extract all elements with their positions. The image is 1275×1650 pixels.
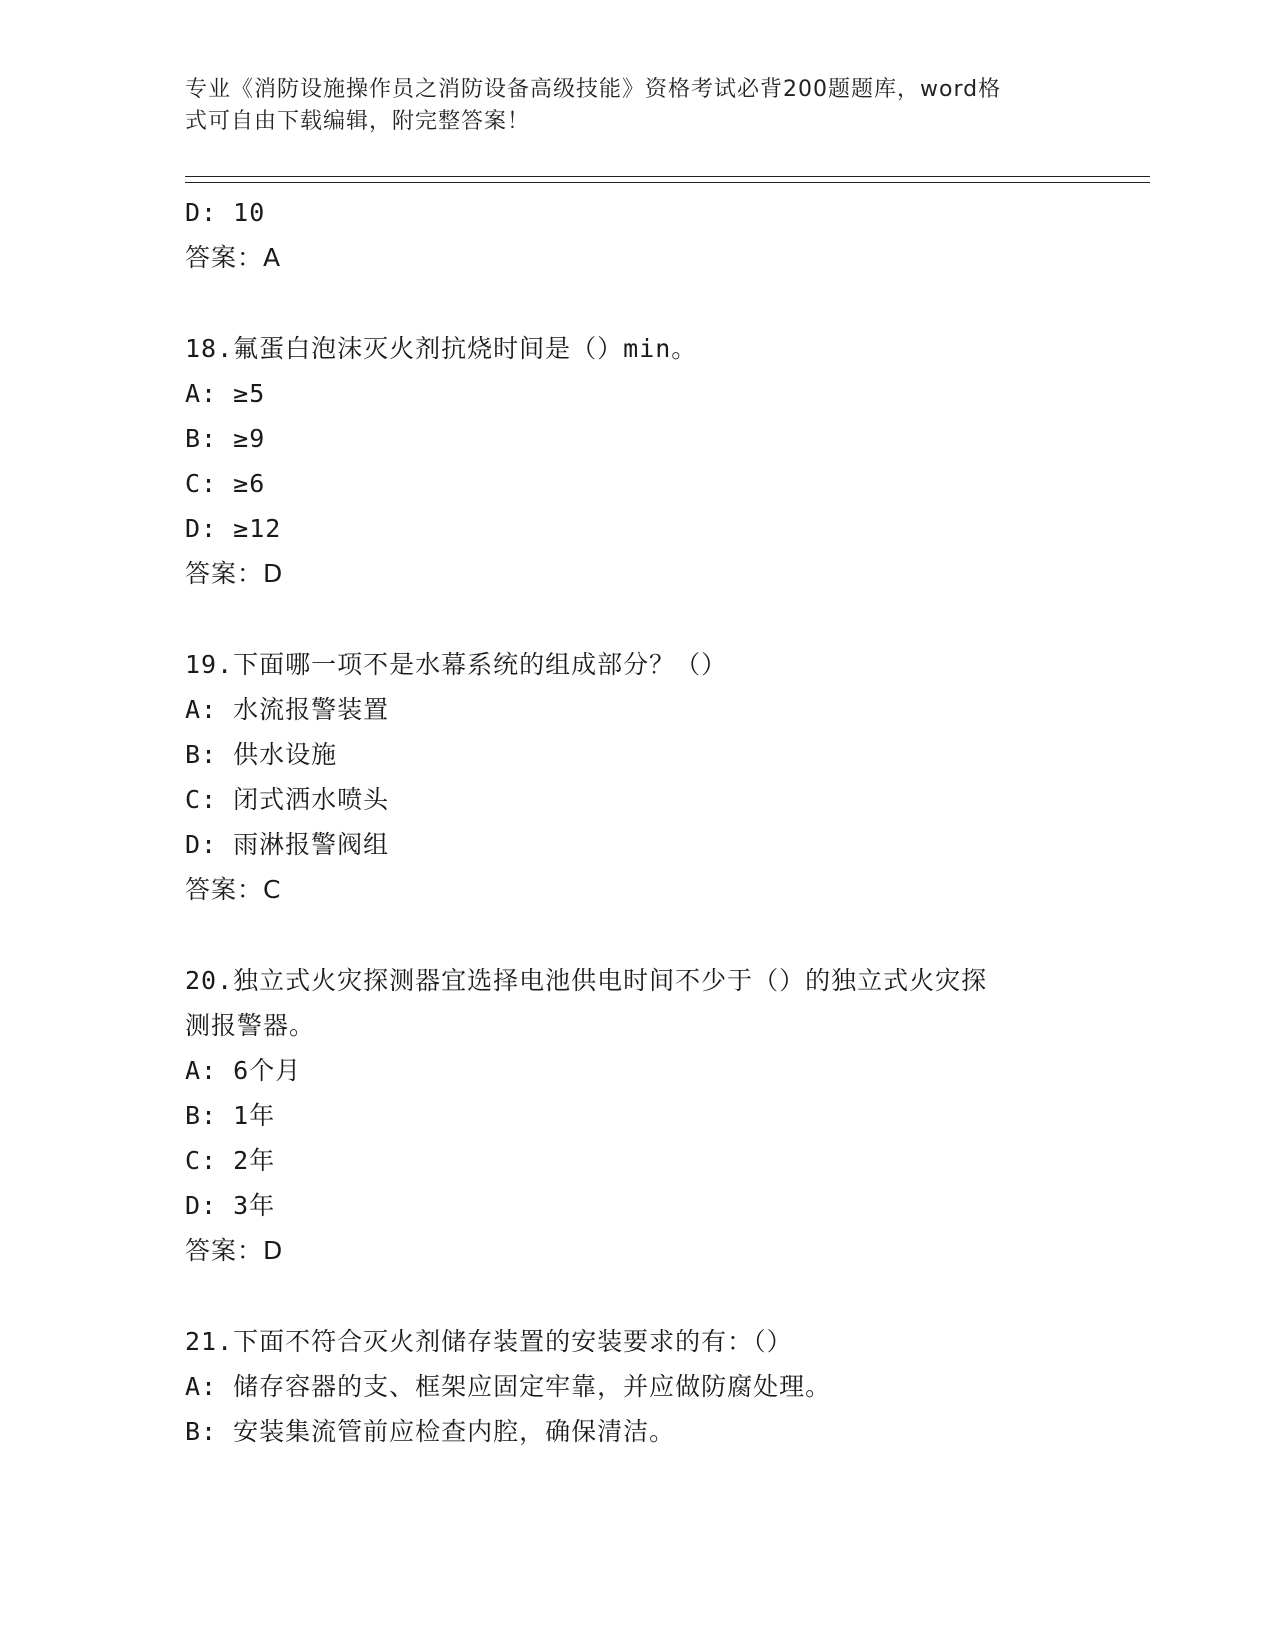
question-19 <box>185 642 1085 912</box>
option-a: A: 水流报警装置 <box>185 695 390 724</box>
header-title-line-1: 专业《消防设施操作员之消防设备高级技能》资格考试必背200题题库，word格 <box>185 77 1002 102</box>
question-list <box>185 190 1085 1454</box>
option-b: B: 供水设施 <box>185 740 338 769</box>
question-text: 19.下面哪一项不是水幕系统的组成部分？（） <box>185 650 728 679</box>
option-d: D: 雨淋报警阀组 <box>185 830 390 859</box>
option-a: A: ≥5 <box>185 379 266 408</box>
question-20 <box>185 958 1085 1273</box>
spacer <box>185 1273 1085 1319</box>
option-c: C: 2年 <box>185 1146 276 1175</box>
option-a: A: 储存容器的支、框架应固定牢靠，并应做防腐处理。 <box>185 1372 832 1401</box>
spacer <box>185 596 1085 642</box>
previous-option-d: D: 10 <box>185 198 266 227</box>
option-b: B: 安装集流管前应检查内腔，确保清洁。 <box>185 1417 676 1446</box>
question-18 <box>185 326 1085 596</box>
option-b: B: ≥9 <box>185 424 266 453</box>
question-text-line-1: 20.独立式火灾探测器宜选择电池供电时间不少于（）的独立式火灾探 <box>185 966 988 995</box>
option-d: D: 3年 <box>185 1191 276 1220</box>
spacer <box>185 280 1085 326</box>
answer: 答案：D <box>185 1236 284 1265</box>
question-text: 21.下面不符合灭火剂储存装置的安装要求的有：（） <box>185 1327 793 1356</box>
answer: 答案：D <box>185 559 284 588</box>
header-divider-bottom <box>185 182 1150 183</box>
answer: 答案：C <box>185 875 282 904</box>
question-text-line-2: 测报警器。 <box>185 1011 316 1040</box>
question-text: 18.氟蛋白泡沫灭火剂抗烧时间是（）min。 <box>185 334 698 363</box>
question-21 <box>185 1319 1085 1454</box>
option-d: D: ≥12 <box>185 514 282 543</box>
option-c: C: ≥6 <box>185 469 266 498</box>
option-c: C: 闭式洒水喷头 <box>185 785 390 814</box>
previous-answer: 答案：A <box>185 243 282 272</box>
header-title-line-2: 式可自由下载编辑，附完整答案！ <box>185 109 531 134</box>
option-b: B: 1年 <box>185 1101 276 1130</box>
document-header <box>185 74 1065 138</box>
header-divider-top <box>185 176 1150 177</box>
spacer <box>185 912 1085 958</box>
option-a: A: 6个月 <box>185 1056 302 1085</box>
